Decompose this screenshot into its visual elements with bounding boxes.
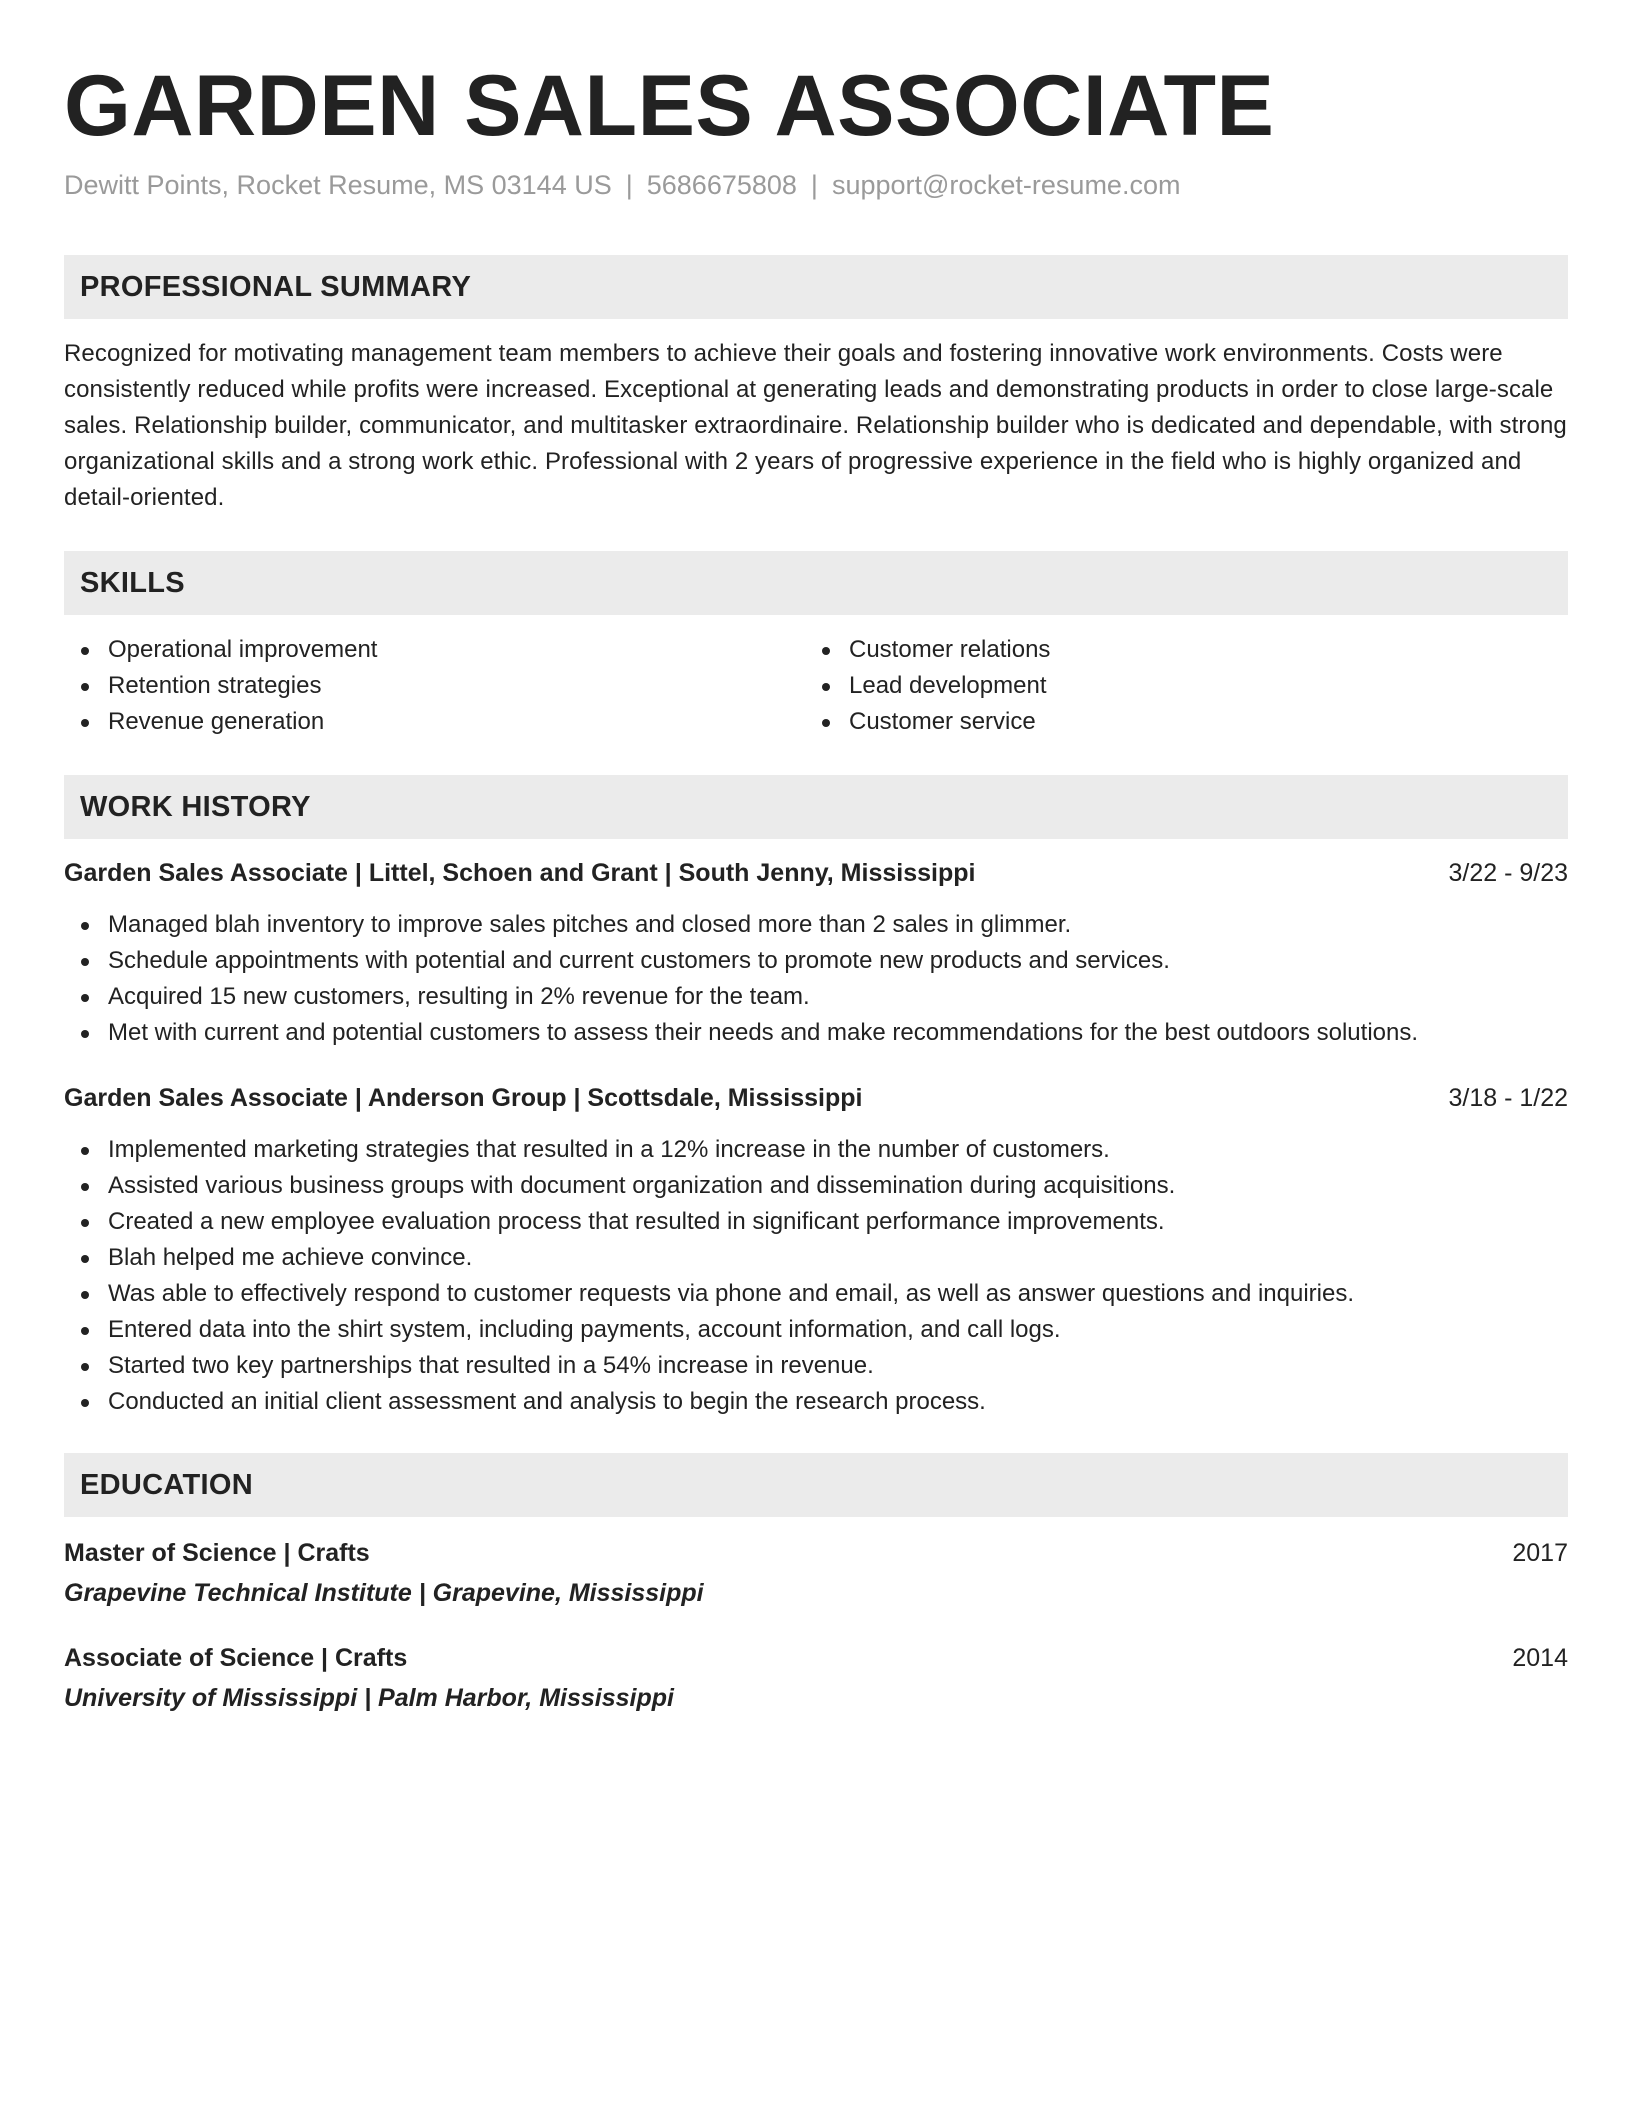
- job-bullet: Met with current and potential customers to assess their needs and make recommendations for the best outdoors solutions.: [64, 1015, 1568, 1051]
- job-bullet: Blah helped me achieve convince.: [64, 1240, 1568, 1276]
- job-bullet: Started two key partnerships that resulted in a 54% increase in revenue.: [64, 1348, 1568, 1384]
- education-header: [64, 1640, 1568, 1676]
- job-bullet: Was able to effectively respond to customer requests via phone and email, as well as answer questions and inquiries.: [64, 1276, 1568, 1312]
- skills-list: [64, 632, 1568, 740]
- job-entry: [64, 1080, 1568, 1420]
- job-header: [64, 1080, 1568, 1116]
- education-entry: [64, 1535, 1568, 1611]
- contact-phone: 5686675808: [646, 170, 797, 200]
- skill-item: Lead development: [805, 668, 1546, 704]
- job-bullet: Managed blah inventory to improve sales pitches and closed more than 2 sales in glimmer.: [64, 907, 1568, 943]
- education-entry: [64, 1640, 1568, 1716]
- education-heading: EDUCATION: [64, 1453, 1568, 1517]
- contact-separator: |: [625, 170, 633, 200]
- job-bullet: Implemented marketing strategies that resulted in a 12% increase in the number of customers.: [64, 1132, 1568, 1168]
- job-bullet: Acquired 15 new customers, resulting in 2% revenue for the team.: [64, 979, 1568, 1015]
- summary-heading: PROFESSIONAL SUMMARY: [64, 255, 1568, 319]
- job-dates: 3/18 - 1/22: [1448, 1084, 1568, 1112]
- job-title: Garden Sales Associate | Anderson Group | Scottsdale, Mississippi: [64, 1084, 863, 1112]
- skill-item: Operational improvement: [64, 632, 805, 668]
- contact-line: [64, 168, 1568, 202]
- job-header: [64, 855, 1568, 891]
- skill-item: Retention strategies: [64, 668, 805, 704]
- education-school: Grapevine Technical Institute | Grapevine, Mississippi: [64, 1579, 704, 1607]
- skills-heading: SKILLS: [64, 551, 1568, 615]
- job-dates: 3/22 - 9/23: [1448, 859, 1568, 887]
- job-bullet: Created a new employee evaluation process that resulted in significant performance improvements.: [64, 1204, 1568, 1240]
- job-entry: [64, 855, 1568, 1051]
- job-bullets: [64, 907, 1568, 1051]
- skill-item: Customer service: [805, 704, 1546, 740]
- summary-text: Recognized for motivating management team members to achieve their goals and fostering innovative work environments. Costs were consistently reduced while profits were increased. Exceptional at generating leads and demonstrating products in order to close large-scale sales. Relationship builder, communicator, and multitasker extraordinaire. Relationship builder who is dedicated and dependable, with strong organizational skills and a strong work ethic. Professional with 2 years of progressive experience in the field who is highly organized and detail-oriented.: [64, 340, 1567, 511]
- education-year: 2017: [1512, 1539, 1568, 1567]
- job-bullet: Conducted an initial client assessment and analysis to begin the research process.: [64, 1384, 1568, 1420]
- contact-address: Dewitt Points, Rocket Resume, MS 03144 US: [64, 170, 612, 200]
- education-degree: Master of Science | Crafts: [64, 1539, 370, 1567]
- skill-item: Customer relations: [805, 632, 1546, 668]
- job-title: Garden Sales Associate | Littel, Schoen and Grant | South Jenny, Mississippi: [64, 859, 976, 887]
- job-bullet: Schedule appointments with potential and current customers to promote new products and services.: [64, 943, 1568, 979]
- contact-email: support@rocket-resume.com: [831, 170, 1181, 200]
- skill-item: Revenue generation: [64, 704, 805, 740]
- education-school: University of Mississippi | Palm Harbor, Mississippi: [64, 1684, 674, 1712]
- resume-name: GARDEN SALES ASSOCIATE: [64, 58, 1275, 154]
- contact-separator: |: [810, 170, 818, 200]
- education-header: [64, 1535, 1568, 1571]
- education-degree: Associate of Science | Crafts: [64, 1644, 408, 1672]
- job-bullets: [64, 1132, 1568, 1420]
- education-year: 2014: [1512, 1644, 1568, 1672]
- job-bullet: Entered data into the shirt system, including payments, account information, and call logs.: [64, 1312, 1568, 1348]
- work-history-heading: WORK HISTORY: [64, 775, 1568, 839]
- skills-column-right: [805, 632, 1546, 740]
- job-bullet: Assisted various business groups with document organization and dissemination during acquisitions.: [64, 1168, 1568, 1204]
- skills-column-left: [64, 632, 805, 740]
